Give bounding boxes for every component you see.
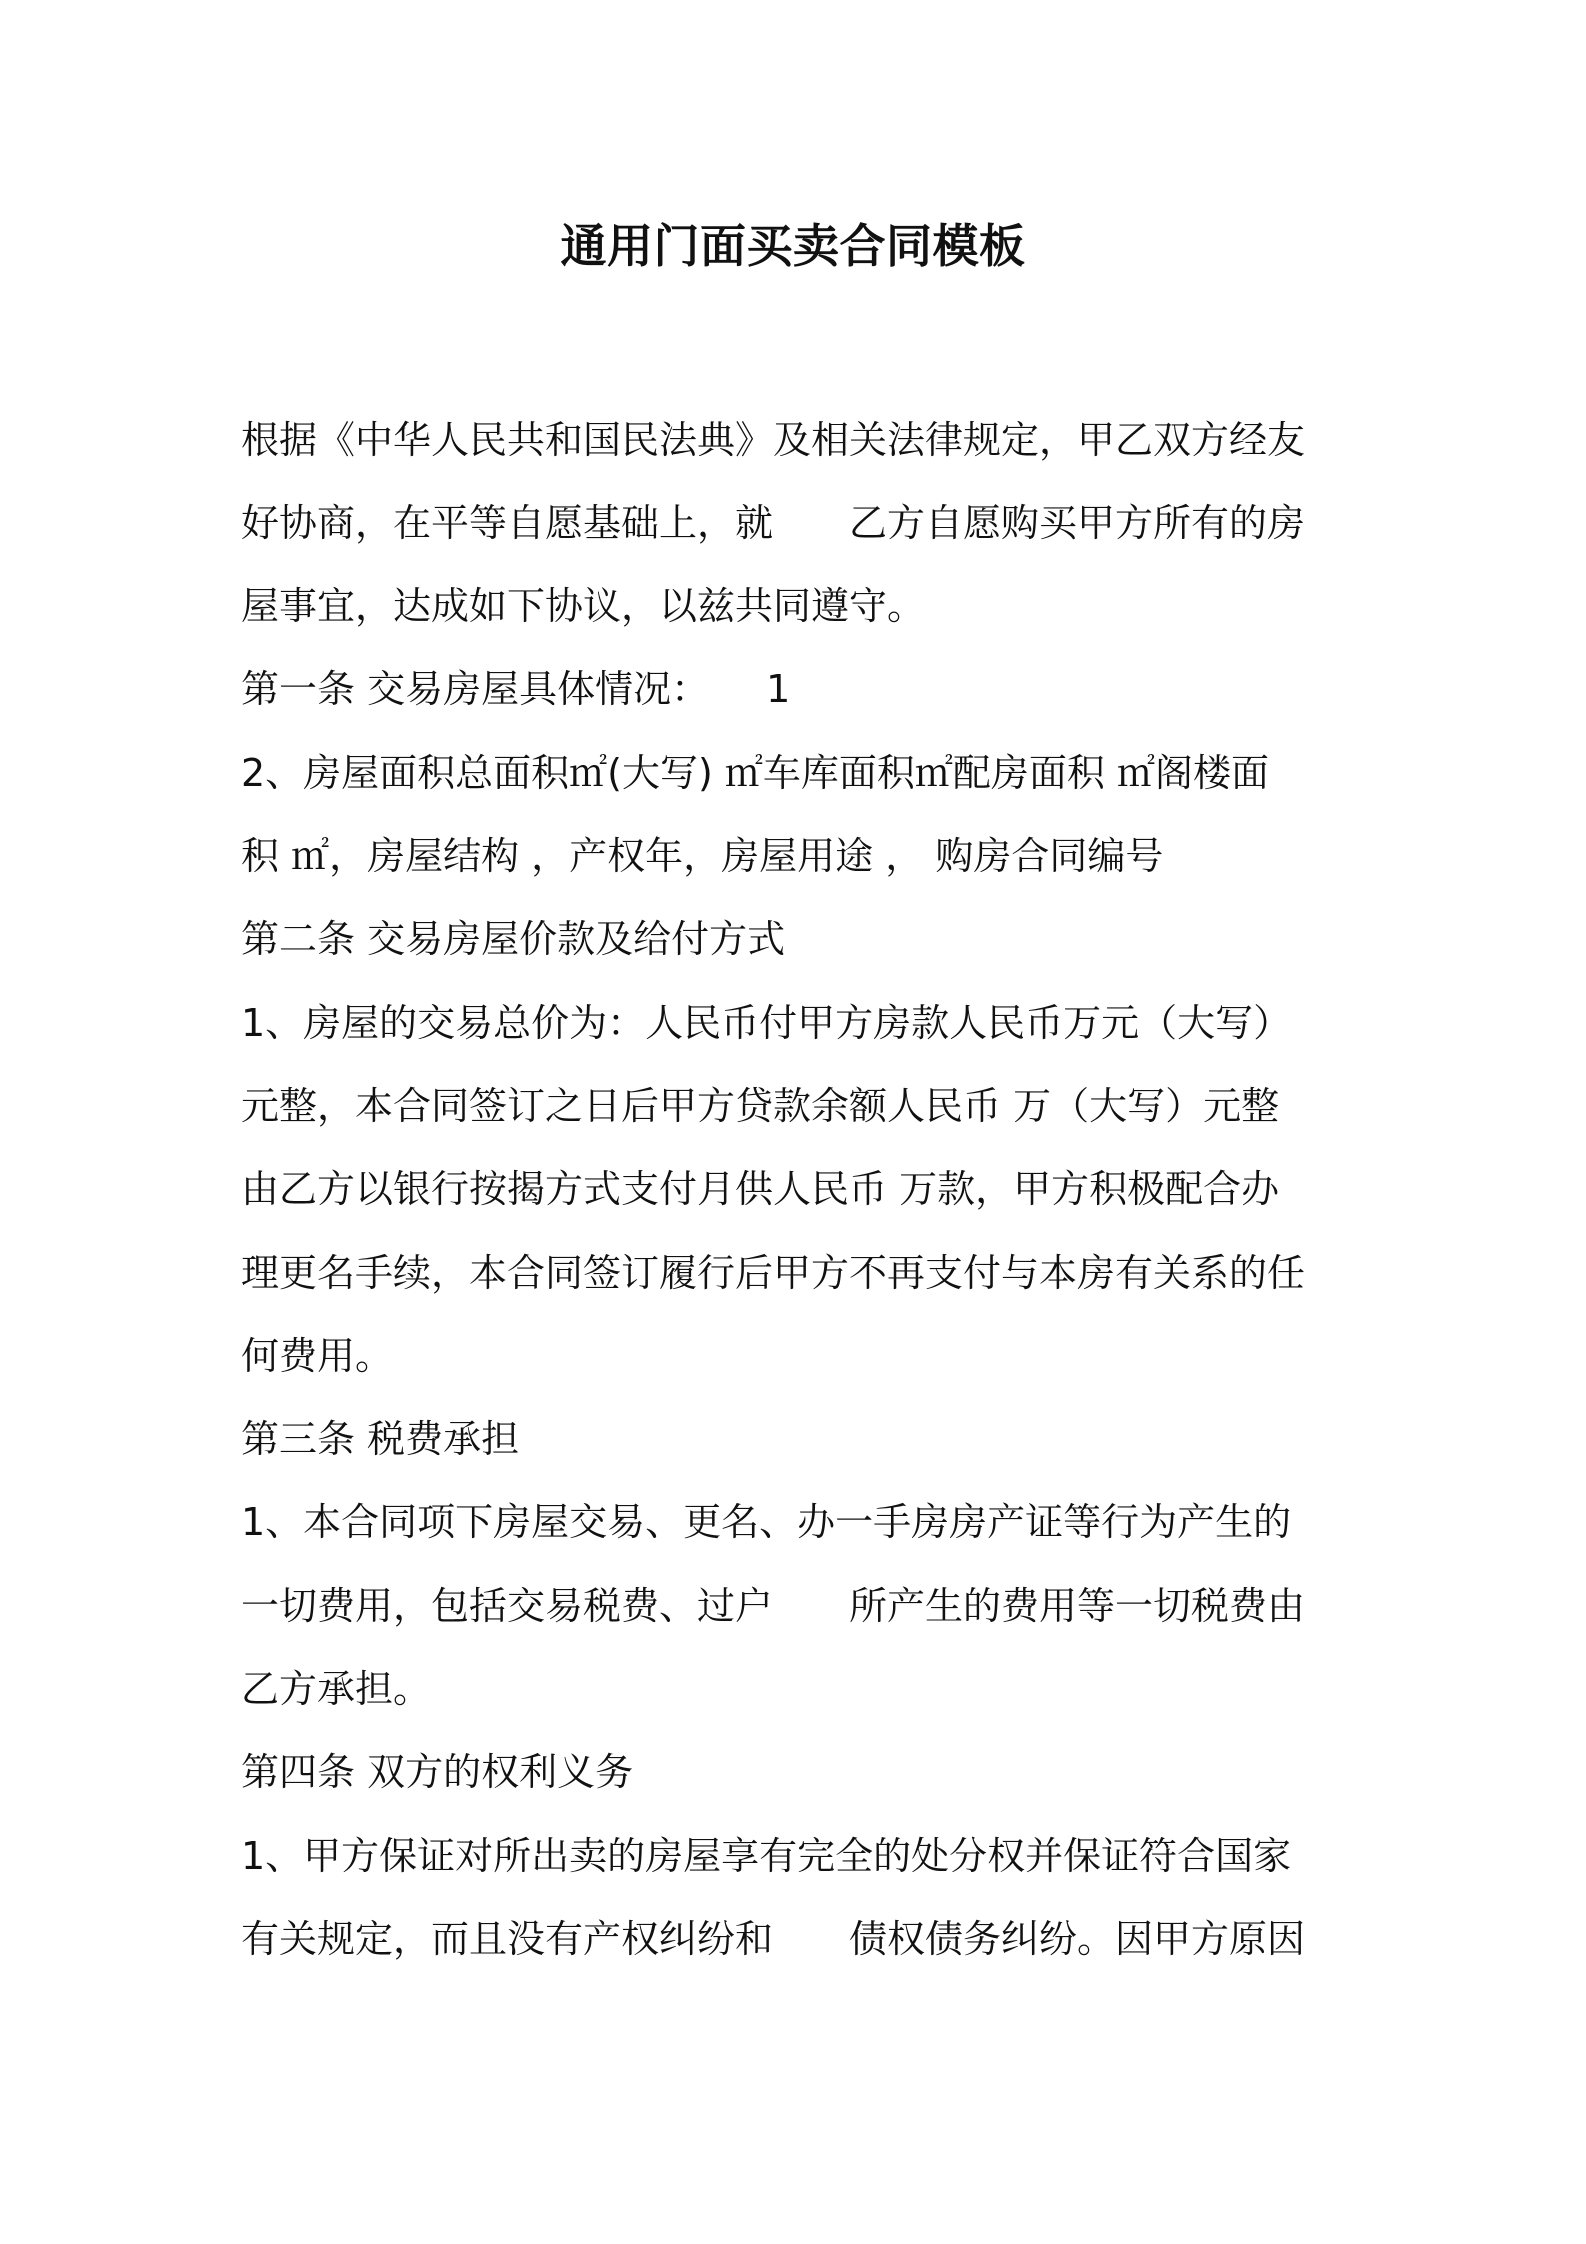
body-line: 2、房屋面积总面积㎡(大写) ㎡车库面积㎡配房面积 ㎡阁楼面 — [241, 751, 1269, 795]
body-line: 屋事宜，达成如下协议，以兹共同遵守。 — [241, 584, 926, 628]
body-line: 一切费用，包括交易税费、过户 所产生的费用等一切税费由 — [241, 1584, 1306, 1628]
body-line: 理更名手续，本合同签订履行后甲方不再支付与本房有关系的任 — [241, 1251, 1306, 1295]
article-heading: 第二条 交易房屋价款及给付方式 — [241, 917, 786, 961]
article-heading: 第三条 税费承担 — [241, 1417, 520, 1461]
body-line: 1、甲方保证对所出卖的房屋享有完全的处分权并保证符合国家 — [241, 1834, 1292, 1878]
article-heading: 第四条 双方的权利义务 — [241, 1750, 634, 1794]
body-line: 好协商，在平等自愿基础上，就 乙方自愿购买甲方所有的房 — [241, 501, 1306, 545]
body-line: 元整，本合同签订之日后甲方贷款余额人民币 万（大写）元整 — [241, 1084, 1280, 1128]
article-heading: 第一条 交易房屋具体情况： 1 — [241, 667, 791, 711]
body-line: 1、房屋的交易总价为：人民币付甲方房款人民币万元（大写） — [241, 1001, 1292, 1045]
document-title: 通用门面买卖合同模板 — [560, 219, 1026, 273]
body-line: 1、本合同项下房屋交易、更名、办一手房房产证等行为产生的 — [241, 1500, 1292, 1544]
body-line: 积 ㎡，房屋结构 ，产权年，房屋用途 ， 购房合同编号 — [241, 834, 1164, 878]
body-line: 由乙方以银行按揭方式支付月供人民币 万款，甲方积极配合办 — [241, 1167, 1280, 1211]
body-line: 何费用。 — [241, 1334, 394, 1378]
body-line: 乙方承担。 — [241, 1667, 432, 1711]
body-line: 根据《中华人民共和国民法典》及相关法律规定，甲乙双方经友 — [241, 418, 1306, 462]
body-line: 有关规定，而且没有产权纠纷和 债权债务纠纷。因甲方原因 — [241, 1917, 1306, 1961]
